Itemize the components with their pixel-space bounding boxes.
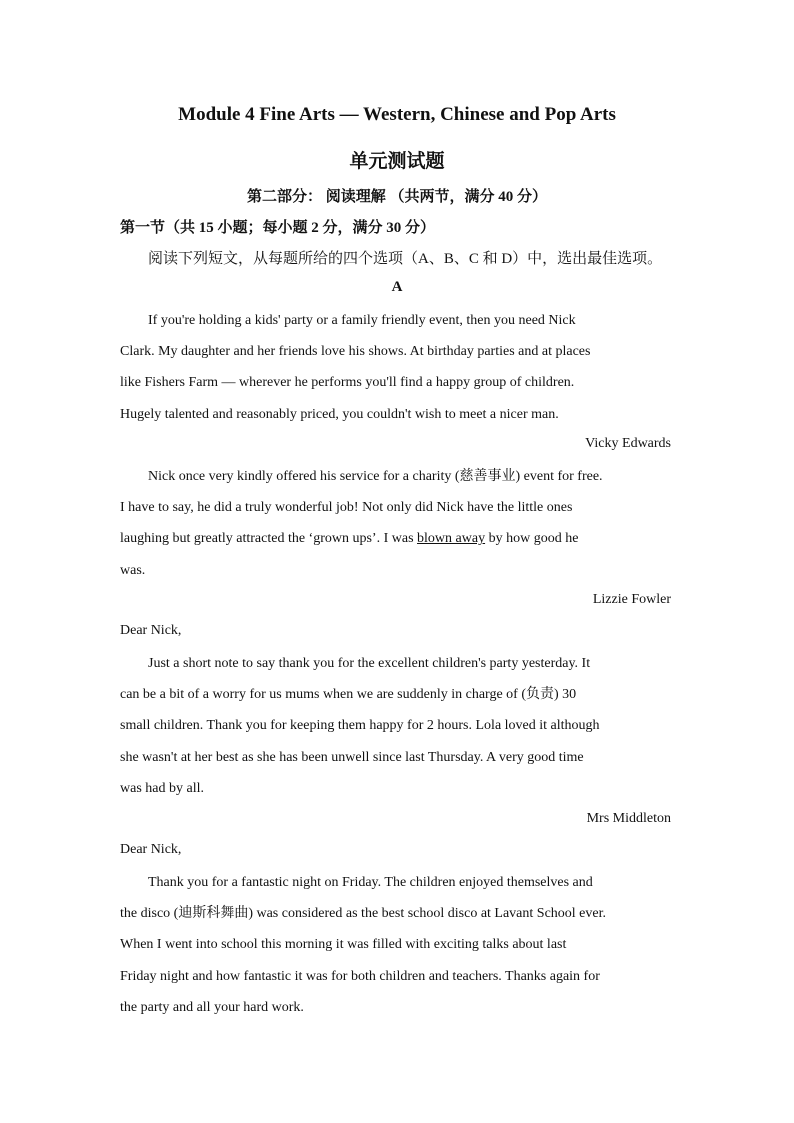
part-heading: 第二部分： 阅读理解 （共两节，满分 40 分）: [246, 189, 547, 205]
paragraph-line: she wasn't at her best as she has been unwell since last Thursday. A very good time: [120, 749, 584, 765]
paragraph-line: Just a short note to say thank you for the excellent children's party yesterday. It: [148, 656, 591, 671]
paragraph-line: the disco (迪斯科舞曲) was considered as the best school disco at Lavant School ever.: [120, 906, 606, 922]
module-title: Module 4 Fine Arts — Western, Chinese and Pop Arts: [178, 104, 616, 125]
paragraph-1: [120, 305, 676, 430]
paragraph-2: [120, 461, 676, 586]
paragraph-line: When I went into school this morning it was filled with exciting talks about last: [120, 937, 567, 953]
line-text: by how good he: [485, 531, 579, 547]
signature-vicky: Vicky Edwards: [585, 436, 671, 451]
paragraph-4: [120, 867, 676, 1023]
paragraph-line: was.: [120, 562, 146, 578]
paragraph-line: can be a bit of a worry for us mums when we are suddenly in charge of (负责) 30: [120, 687, 577, 703]
paragraph-line: [120, 523, 676, 554]
paragraph-line: Hugely talented and reasonably priced, you couldn't wish to meet a nicer man.: [120, 406, 559, 422]
signature-lizzie: Lizzie Fowler: [592, 592, 671, 607]
paragraph-line: like Fishers Farm — wherever he performs you'll find a happy group of children.: [120, 375, 575, 391]
paragraph-line: I have to say, he did a truly wonderful job! Not only did Nick have the little ones: [120, 500, 573, 516]
test-subtitle: 单元测试题: [349, 151, 445, 172]
paragraph-3: [120, 648, 676, 804]
greeting-2: Dear Nick,: [120, 842, 182, 857]
paragraph-line: Nick once very kindly offered his service for a charity (慈善事业) event for free.: [148, 469, 603, 484]
paragraph-line: Clark. My daughter and her friends love his shows. At birthday parties and at places: [120, 344, 591, 360]
paragraph-line: If you're holding a kids' party or a family friendly event, then you need Nick: [148, 313, 576, 328]
passage-label: A: [391, 279, 403, 295]
greeting-1: Dear Nick,: [120, 623, 182, 638]
section-instruction: 阅读下列短文，从每题所给的四个选项（A、B、C 和 D）中，选出最佳选项。: [148, 251, 663, 267]
signature-middleton: Mrs Middleton: [586, 811, 671, 826]
paragraph-line: the party and all your hard work.: [120, 999, 304, 1015]
section-heading: 第一节（共 15 小题；每小题 2 分，满分 30 分）: [120, 220, 436, 236]
paragraph-line: small children. Thank you for keeping them happy for 2 hours. Lola loved it although: [120, 718, 600, 734]
underlined-phrase: blown away: [417, 531, 486, 547]
paragraph-line: Friday night and how fantastic it was for both children and teachers. Thanks again for: [120, 968, 600, 984]
paragraph-line: Thank you for a fantastic night on Friday. The children enjoyed themselves and: [148, 875, 593, 890]
paragraph-line: was had by all.: [120, 780, 204, 796]
line-text: laughing but greatly attracted the ‘grown ups’. I was: [120, 531, 418, 547]
